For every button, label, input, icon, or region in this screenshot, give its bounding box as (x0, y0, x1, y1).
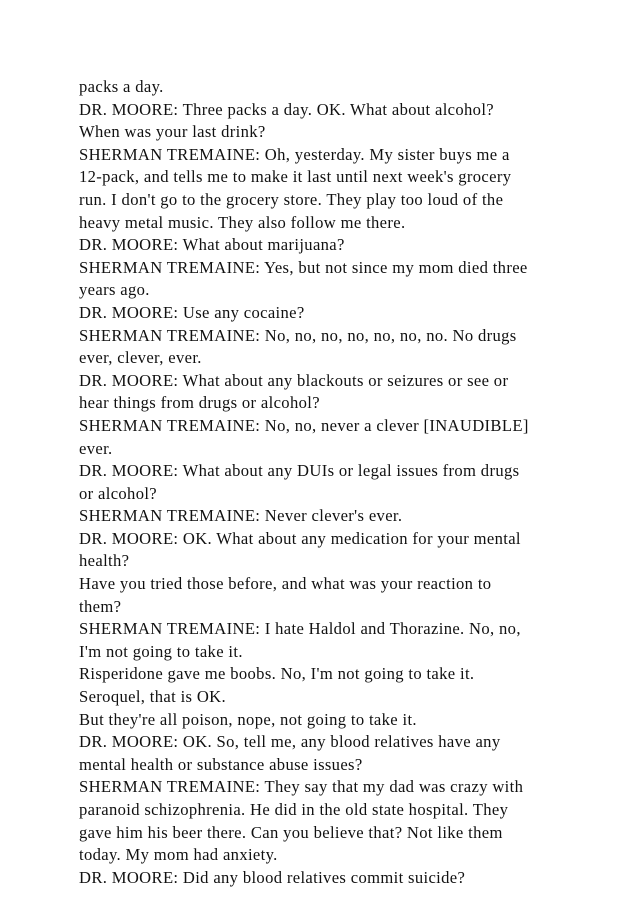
transcript-line: ever, clever, ever. (79, 348, 202, 368)
transcript-line: DR. MOORE: What about any blackouts or seizures or see or (79, 370, 509, 390)
transcript-line: SHERMAN TREMAINE: They say that my dad was crazy with (79, 777, 524, 797)
transcript-line: mental health or substance abuse issues? (79, 754, 363, 774)
transcript-line: health? (79, 551, 130, 571)
transcript-line: today. My mom had anxiety. (79, 845, 278, 865)
transcript-line: run. I don't go to the grocery store. They play too loud of the (79, 189, 504, 209)
transcript-line: DR. MOORE: OK. What about any medication for your mental (79, 528, 521, 548)
transcript-line: SHERMAN TREMAINE: I hate Haldol and Thorazine. No, no, (79, 619, 521, 639)
transcript-line: DR. MOORE: OK. So, tell me, any blood relatives have any (79, 732, 501, 752)
transcript-line: paranoid schizophrenia. He did in the old state hospital. They (79, 800, 509, 819)
transcript-line: heavy metal music. They also follow me there. (79, 212, 406, 232)
transcript-line: 12-pack, and tells me to make it last until next week's grocery (79, 167, 512, 187)
transcript-line: SHERMAN TREMAINE: Yes, but not since my mom died three (79, 257, 528, 277)
transcript-line: SHERMAN TREMAINE: No, no, no, no, no, no, no. No drugs (79, 325, 517, 345)
transcript-line: ever. (79, 438, 113, 458)
transcript-line: SHERMAN TREMAINE: Oh, yesterday. My sister buys me a (79, 144, 510, 164)
transcript-line: DR. MOORE: Three packs a day. OK. What about alcohol? (79, 99, 495, 119)
transcript-line: SHERMAN TREMAINE: Never clever's ever. (79, 506, 403, 526)
transcript-line: I'm not going to take it. (79, 641, 243, 661)
transcript-line: Have you tried those before, and what was your reaction to (79, 574, 492, 594)
transcript-line: When was your last drink? (79, 122, 266, 142)
transcript-line: them? (79, 596, 122, 616)
transcript-line: gave him his beer there. Can you believe that? Not like them (79, 822, 503, 842)
transcript-text (79, 76, 599, 889)
transcript-line: But they're all poison, nope, not going to take it. (79, 709, 417, 729)
transcript-line: Risperidone gave me boobs. No, I'm not going to take it. (79, 664, 475, 684)
transcript-line: DR. MOORE: What about any DUIs or legal issues from drugs (79, 461, 520, 481)
transcript-line: hear things from drugs or alcohol? (79, 393, 320, 413)
transcript-line: Seroquel, that is OK. (79, 687, 226, 707)
transcript-line: or alcohol? (79, 483, 158, 503)
transcript-line: DR. MOORE: Did any blood relatives commit suicide? (79, 867, 466, 887)
transcript-line: DR. MOORE: What about marijuana? (79, 235, 345, 255)
transcript-line: packs a day. (79, 77, 164, 96)
transcript-line: SHERMAN TREMAINE: No, no, never a clever [INAUDIBLE] (79, 415, 529, 435)
transcript-line: DR. MOORE: Use any cocaine? (79, 302, 305, 322)
transcript-line: years ago. (79, 280, 150, 300)
